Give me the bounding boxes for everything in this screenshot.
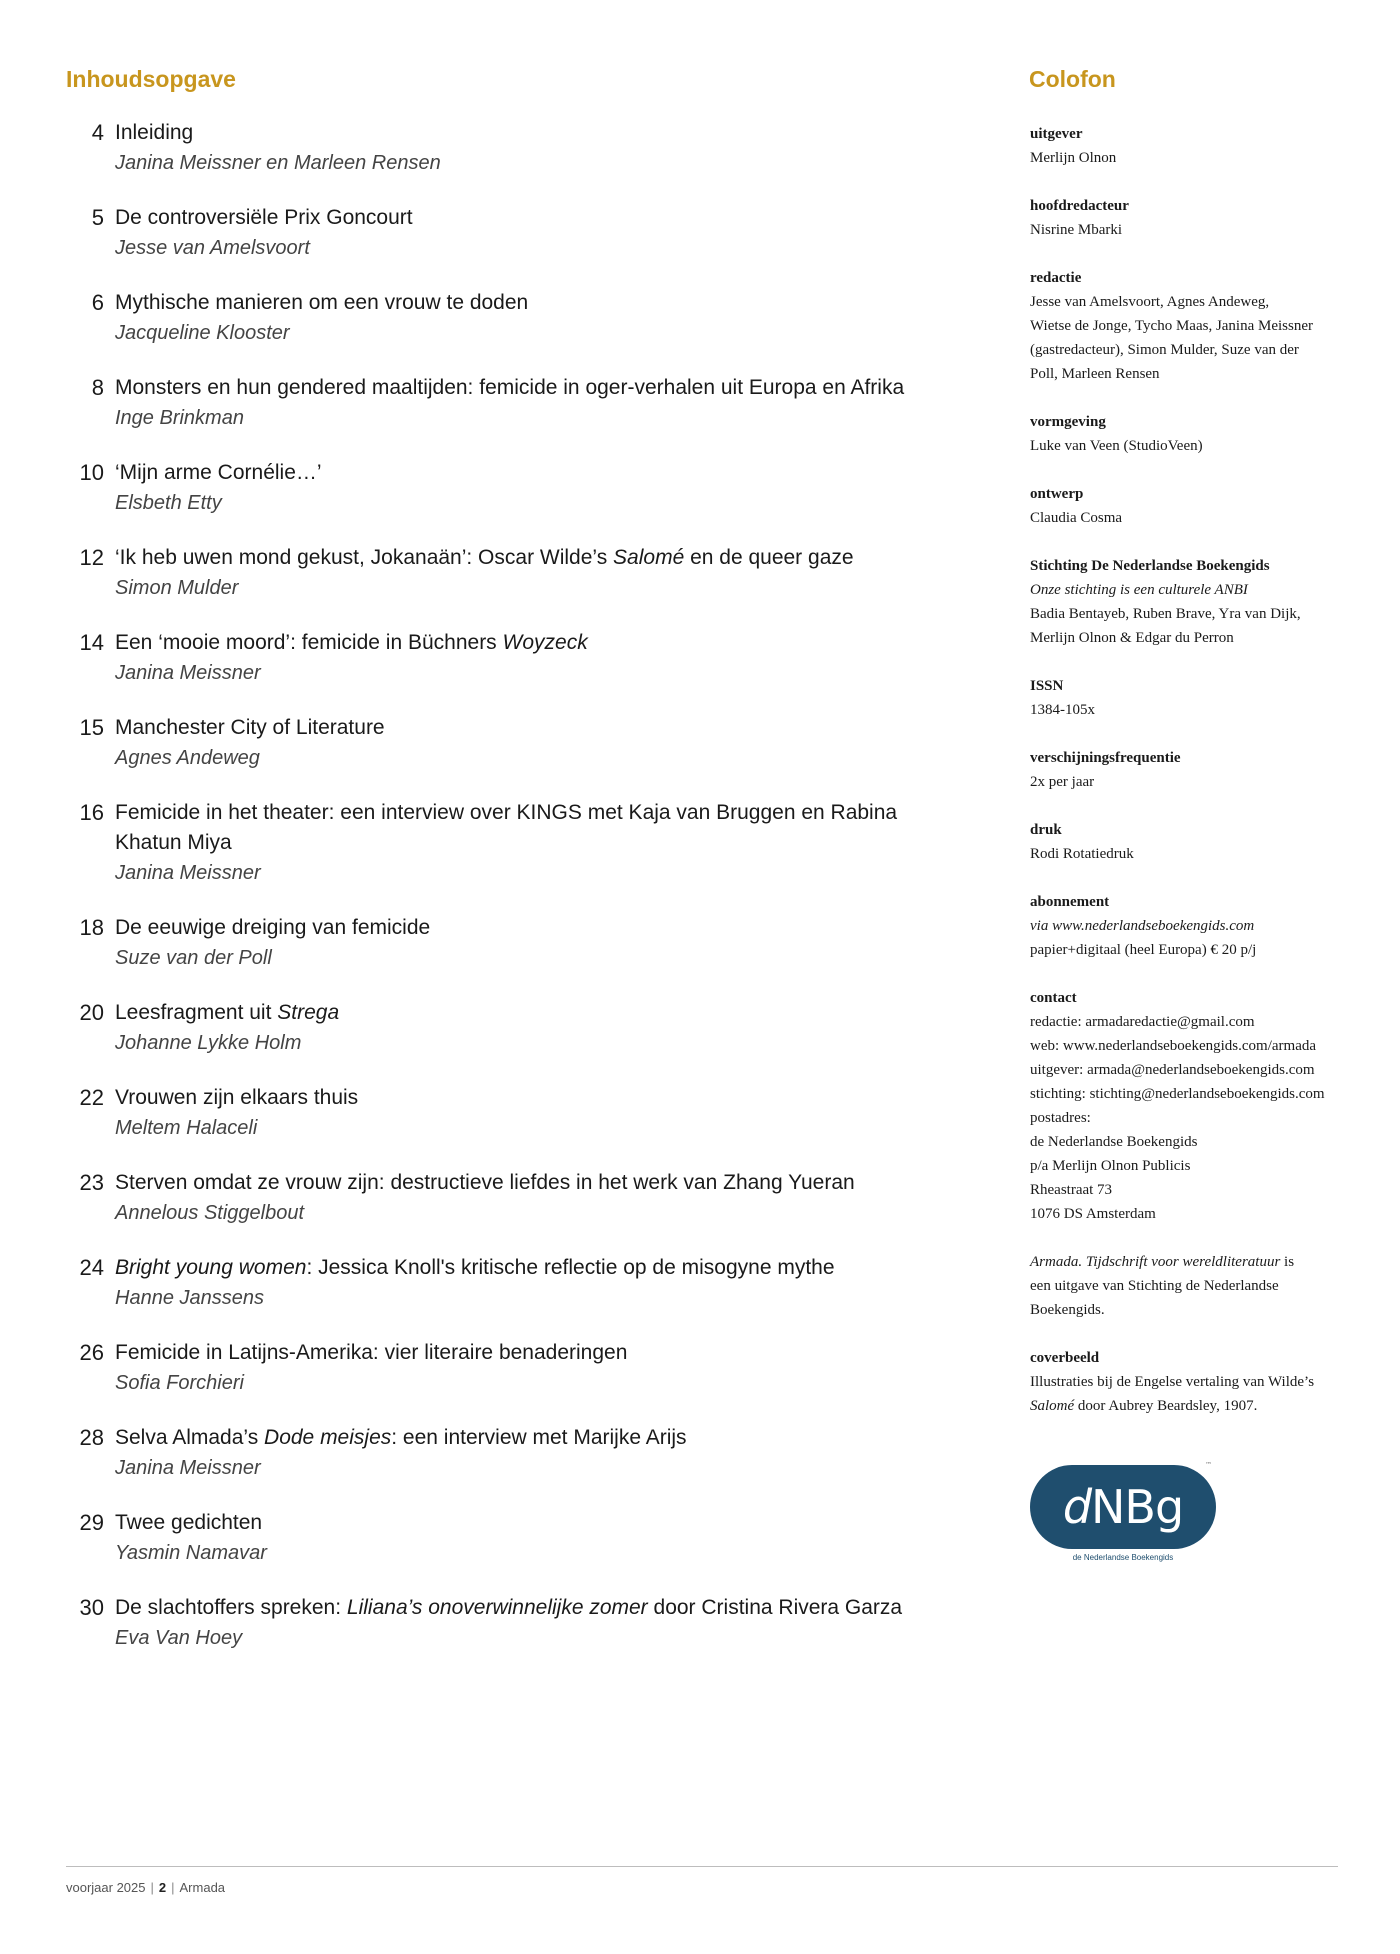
colofon-section xyxy=(1030,482,1360,530)
toc-author: Janina Meissner en Marleen Rensen xyxy=(115,152,441,174)
toc-title-italic: Salomé xyxy=(613,546,685,569)
toc-title-text: ‘Mijn arme Cornélie…’ xyxy=(115,461,322,484)
toc-author: Yasmin Namavar xyxy=(115,1542,267,1564)
toc-title-text: De eeuwige dreiging van femicide xyxy=(115,916,431,939)
colofon-label: hoofdredacteur xyxy=(1030,198,1129,214)
colofon-text: de Nederlandse Boekengids xyxy=(1030,1134,1198,1150)
toc-title-text: door Cristina Rivera Garza xyxy=(647,1596,903,1619)
toc-entry xyxy=(66,288,936,348)
colofon-line xyxy=(1030,314,1360,338)
colofon-label: vormgeving xyxy=(1030,414,1106,430)
toc-entry xyxy=(66,1593,936,1653)
toc-title-text: Selva Almada’s xyxy=(115,1426,265,1449)
toc-article-title xyxy=(115,1253,936,1283)
toc-entry xyxy=(66,798,936,888)
toc-title-text: Een ‘mooie moord’: femicide in Büchners xyxy=(115,631,503,654)
colofon-line xyxy=(1030,218,1360,242)
colofon-line xyxy=(1030,698,1360,722)
toc-title-text: De slachtoffers spreken: xyxy=(115,1596,347,1619)
toc-author: Johanne Lykke Holm xyxy=(115,1032,302,1054)
toc-title-text: Femicide in Latijns-Amerika: vier literaire benaderingen xyxy=(115,1341,628,1364)
table-of-contents xyxy=(66,118,936,1678)
footer-separator: | xyxy=(150,1880,154,1895)
toc-title-italic: Bright young women xyxy=(115,1256,307,1279)
colofon-section xyxy=(1030,890,1360,962)
colofon-line xyxy=(1030,1370,1360,1394)
toc-page-number: 4 xyxy=(91,120,104,145)
toc-author: Hanne Janssens xyxy=(115,1287,264,1309)
colofon-label: druk xyxy=(1030,822,1062,838)
logo-trademark: ™ xyxy=(1205,1461,1212,1469)
colofon-text: web: www.nederlandseboekengids.com/armada xyxy=(1030,1038,1317,1054)
colofon-section xyxy=(1030,1346,1360,1418)
colofon-text: postadres: xyxy=(1030,1110,1091,1126)
colofon-italic-text: Onze stichting is een culturele ANBI xyxy=(1030,582,1248,598)
toc-heading: Inhoudsopgave xyxy=(66,66,236,92)
colofon-line xyxy=(1030,1394,1360,1418)
toc-article-title xyxy=(115,713,936,743)
colofon-italic-text: Salomé xyxy=(1030,1398,1075,1414)
dnbg-logo-badge xyxy=(1030,1465,1216,1549)
page-footer xyxy=(66,1880,225,1895)
colofon-line xyxy=(1030,1058,1360,1082)
footer-season: voorjaar 2025 xyxy=(66,1880,146,1895)
toc-entry xyxy=(66,1508,936,1568)
toc-entry xyxy=(66,458,936,518)
colofon-text: (gastredacteur), Simon Mulder, Suze van der xyxy=(1030,342,1299,358)
toc-title-italic: Strega xyxy=(277,1001,340,1024)
toc-article-title xyxy=(115,118,936,148)
toc-author: Simon Mulder xyxy=(115,577,239,599)
colofon-text: Poll, Marleen Rensen xyxy=(1030,366,1160,382)
colofon-section xyxy=(1030,410,1360,458)
colofon-section xyxy=(1030,266,1360,386)
toc-title-text: : Jessica Knoll's kritische reflectie op de misogyne mythe xyxy=(306,1256,835,1279)
colofon-line xyxy=(1030,842,1360,866)
logo-letter-d: d xyxy=(1062,1480,1092,1534)
colofon-label: uitgever xyxy=(1030,126,1083,142)
toc-title-text: Monsters en hun gendered maaltijden: femicide in oger-verhalen uit Europa en Afrika xyxy=(115,376,905,399)
colofon-line xyxy=(1030,1298,1360,1322)
toc-title-text: De controversiële Prix Goncourt xyxy=(115,206,413,229)
footer-page-number: 2 xyxy=(158,1880,167,1895)
colofon-line xyxy=(1030,1034,1360,1058)
footer-divider xyxy=(66,1866,1338,1867)
toc-entry xyxy=(66,628,936,688)
colofon-text: p/a Merlijn Olnon Publicis xyxy=(1030,1158,1191,1174)
toc-entry xyxy=(66,118,936,178)
colofon-line xyxy=(1030,290,1360,314)
toc-author: Janina Meissner xyxy=(115,662,261,684)
colofon-line xyxy=(1030,914,1360,938)
toc-article-title xyxy=(115,1168,936,1198)
colofon-text: papier+digitaal (heel Europa) € 20 p/j xyxy=(1030,942,1257,958)
colofon-text: Rodi Rotatiedruk xyxy=(1030,846,1134,862)
colofon-text: Nisrine Mbarki xyxy=(1030,222,1123,238)
colofon-line xyxy=(1030,578,1360,602)
toc-entry xyxy=(66,1083,936,1143)
toc-title-text: Mythische manieren om een vrouw te doden xyxy=(115,291,529,314)
colofon-line xyxy=(1030,146,1360,170)
toc-title-text: Twee gedichten xyxy=(115,1511,263,1534)
colofon-line xyxy=(1030,1274,1360,1298)
colofon-line xyxy=(1030,1106,1360,1130)
colofon-text: een uitgave van Stichting de Nederlandse xyxy=(1030,1278,1279,1294)
toc-article-title xyxy=(115,913,936,943)
colofon-line xyxy=(1030,434,1360,458)
colofon-line xyxy=(1030,506,1360,530)
colofon-line xyxy=(1030,1130,1360,1154)
colofon-heading: Colofon xyxy=(1029,66,1116,92)
toc-page-number: 29 xyxy=(79,1510,104,1535)
toc-entry xyxy=(66,1338,936,1398)
toc-author: Annelous Stiggelbout xyxy=(115,1202,305,1224)
colofon-text: Jesse van Amelsvoort, Agnes Andeweg, xyxy=(1030,294,1270,310)
colofon-text: 1384-105x xyxy=(1030,702,1095,718)
colofon-section xyxy=(1030,818,1360,866)
colofon-label: contact xyxy=(1030,990,1077,1006)
toc-entry xyxy=(66,713,936,773)
toc-article-title xyxy=(115,458,936,488)
toc-title-italic: Dode meisjes xyxy=(264,1426,392,1449)
toc-title-text: Sterven omdat ze vrouw zijn: destructieve liefdes in het werk van Zhang Yueran xyxy=(115,1171,855,1194)
toc-article-title xyxy=(115,628,936,658)
toc-page-number: 30 xyxy=(79,1595,104,1620)
toc-title-text: : een interview met Marijke Arijs xyxy=(391,1426,687,1449)
colofon-line xyxy=(1030,770,1360,794)
toc-page-number: 20 xyxy=(79,1000,104,1025)
colofon-line xyxy=(1030,1082,1360,1106)
toc-author: Agnes Andeweg xyxy=(115,747,260,769)
toc-page-number: 10 xyxy=(79,460,104,485)
colofon-line xyxy=(1030,626,1360,650)
colofon-line xyxy=(1030,1178,1360,1202)
toc-article-title xyxy=(115,1083,936,1113)
colofon-label: verschijningsfrequentie xyxy=(1030,750,1181,766)
toc-page-number: 14 xyxy=(79,630,104,655)
toc-title-italic: Liliana’s onoverwinnelijke zomer xyxy=(346,1596,648,1619)
toc-article-title xyxy=(115,1508,936,1538)
footer-magazine: Armada xyxy=(179,1880,226,1895)
toc-article-title xyxy=(115,1423,936,1453)
toc-page-number: 16 xyxy=(79,800,104,825)
toc-entry xyxy=(66,913,936,973)
dnbg-logo xyxy=(1030,1461,1216,1562)
colofon-text: Illustraties bij de Engelse vertaling van Wilde’s xyxy=(1030,1374,1315,1390)
colofon-line xyxy=(1030,362,1360,386)
colofon-line xyxy=(1030,1154,1360,1178)
colofon-text: redactie: armadaredactie@gmail.com xyxy=(1030,1014,1255,1030)
toc-entry xyxy=(66,1253,936,1313)
toc-author: Elsbeth Etty xyxy=(115,492,222,514)
toc-page-number: 26 xyxy=(79,1340,104,1365)
colofon-text: 1076 DS Amsterdam xyxy=(1030,1206,1156,1222)
colofon-section xyxy=(1030,1250,1360,1322)
toc-article-title xyxy=(115,288,936,318)
toc-author: Sofia Forchieri xyxy=(115,1372,244,1394)
toc-title-text: Manchester City of Literature xyxy=(115,716,385,739)
toc-title-text: Leesfragment uit xyxy=(115,1001,278,1024)
toc-article-title xyxy=(115,1593,936,1623)
colofon-line xyxy=(1030,1250,1360,1274)
colofon-line xyxy=(1030,1010,1360,1034)
colofon-label: abonnement xyxy=(1030,894,1110,910)
toc-page-number: 12 xyxy=(79,545,104,570)
colofon-italic-text: via www.nederlandseboekengids.com xyxy=(1030,918,1255,934)
toc-page-number: 18 xyxy=(79,915,104,940)
colofon xyxy=(1030,122,1360,1442)
toc-article-title xyxy=(115,1338,936,1368)
colofon-label: ISSN xyxy=(1030,678,1064,694)
toc-article-title xyxy=(115,203,936,233)
colofon-text: Badia Bentayeb, Ruben Brave, Yra van Dijk, xyxy=(1030,606,1301,622)
footer-separator: | xyxy=(171,1880,175,1895)
colofon-label: redactie xyxy=(1030,270,1082,286)
toc-title-text: en de queer gaze xyxy=(684,546,854,569)
toc-page-number: 22 xyxy=(79,1085,104,1110)
toc-title-italic: Woyzeck xyxy=(502,631,588,654)
toc-entry xyxy=(66,543,936,603)
colofon-line xyxy=(1030,1202,1360,1226)
toc-author: Janina Meissner xyxy=(115,862,261,884)
colofon-text: 2x per jaar xyxy=(1030,774,1095,790)
colofon-section xyxy=(1030,986,1360,1226)
colofon-text: Rheastraat 73 xyxy=(1030,1182,1113,1198)
toc-page-number: 6 xyxy=(91,290,104,315)
colofon-text: Boekengids. xyxy=(1030,1302,1105,1318)
logo-subtitle: de Nederlandse Boekengids xyxy=(1072,1553,1174,1562)
toc-author: Inge Brinkman xyxy=(115,407,244,429)
toc-author: Suze van der Poll xyxy=(115,947,272,969)
toc-page-number: 28 xyxy=(79,1425,104,1450)
colofon-line xyxy=(1030,938,1360,962)
toc-entry xyxy=(66,1168,936,1228)
toc-page-number: 8 xyxy=(91,375,104,400)
colofon-text: Claudia Cosma xyxy=(1030,510,1123,526)
logo-letters-nbg: NBg xyxy=(1091,1480,1184,1534)
toc-page-number: 5 xyxy=(91,205,104,230)
toc-page-number: 24 xyxy=(79,1255,104,1280)
colofon-section xyxy=(1030,194,1360,242)
toc-article-title xyxy=(115,798,936,858)
toc-author: Eva Van Hoey xyxy=(115,1627,243,1649)
colofon-text: stichting: stichting@nederlandseboekengids.com xyxy=(1030,1086,1325,1102)
colofon-line xyxy=(1030,602,1360,626)
toc-entry xyxy=(66,998,936,1058)
toc-author: Jesse van Amelsvoort xyxy=(115,237,310,259)
toc-title-text: Vrouwen zijn elkaars thuis xyxy=(115,1086,359,1109)
colofon-label: ontwerp xyxy=(1030,486,1084,502)
colofon-text: Luke van Veen (StudioVeen) xyxy=(1030,438,1203,454)
toc-article-title xyxy=(115,998,936,1028)
colofon-italic-text: Armada. Tijdschrift voor wereldliteratuur xyxy=(1030,1254,1281,1270)
toc-article-title xyxy=(115,543,936,573)
colofon-text: is xyxy=(1280,1254,1295,1270)
toc-author: Jacqueline Klooster xyxy=(115,322,290,344)
toc-page-number: 23 xyxy=(79,1170,104,1195)
toc-page-number: 15 xyxy=(79,715,104,740)
colofon-text: uitgever: armada@nederlandseboekengids.com xyxy=(1030,1062,1315,1078)
colofon-text: Merlijn Olnon xyxy=(1030,150,1117,166)
colofon-text: Wietse de Jonge, Tycho Maas, Janina Meissner xyxy=(1030,318,1314,334)
colofon-text: door Aubrey Beardsley, 1907. xyxy=(1074,1398,1258,1414)
toc-entry xyxy=(66,1423,936,1483)
colofon-text: Merlijn Olnon & Edgar du Perron xyxy=(1030,630,1234,646)
toc-article-title xyxy=(115,373,936,403)
toc-author: Janina Meissner xyxy=(115,1457,261,1479)
colofon-section xyxy=(1030,674,1360,722)
colofon-section xyxy=(1030,554,1360,650)
toc-entry xyxy=(66,203,936,263)
toc-author: Meltem Halaceli xyxy=(115,1117,258,1139)
colofon-line xyxy=(1030,338,1360,362)
colofon-label: coverbeeld xyxy=(1030,1350,1100,1366)
toc-title-text: ‘Ik heb uwen mond gekust, Jokanaän’: Oscar Wilde’s xyxy=(115,546,614,569)
colofon-section xyxy=(1030,746,1360,794)
toc-entry xyxy=(66,373,936,433)
toc-title-text: Femicide in het theater: een interview over KINGS met Kaja van Bruggen en Rabina Khatun Miya xyxy=(115,801,898,854)
toc-title-text: Inleiding xyxy=(115,121,194,144)
colofon-section xyxy=(1030,122,1360,170)
colofon-label: Stichting De Nederlandse Boekengids xyxy=(1030,558,1270,574)
